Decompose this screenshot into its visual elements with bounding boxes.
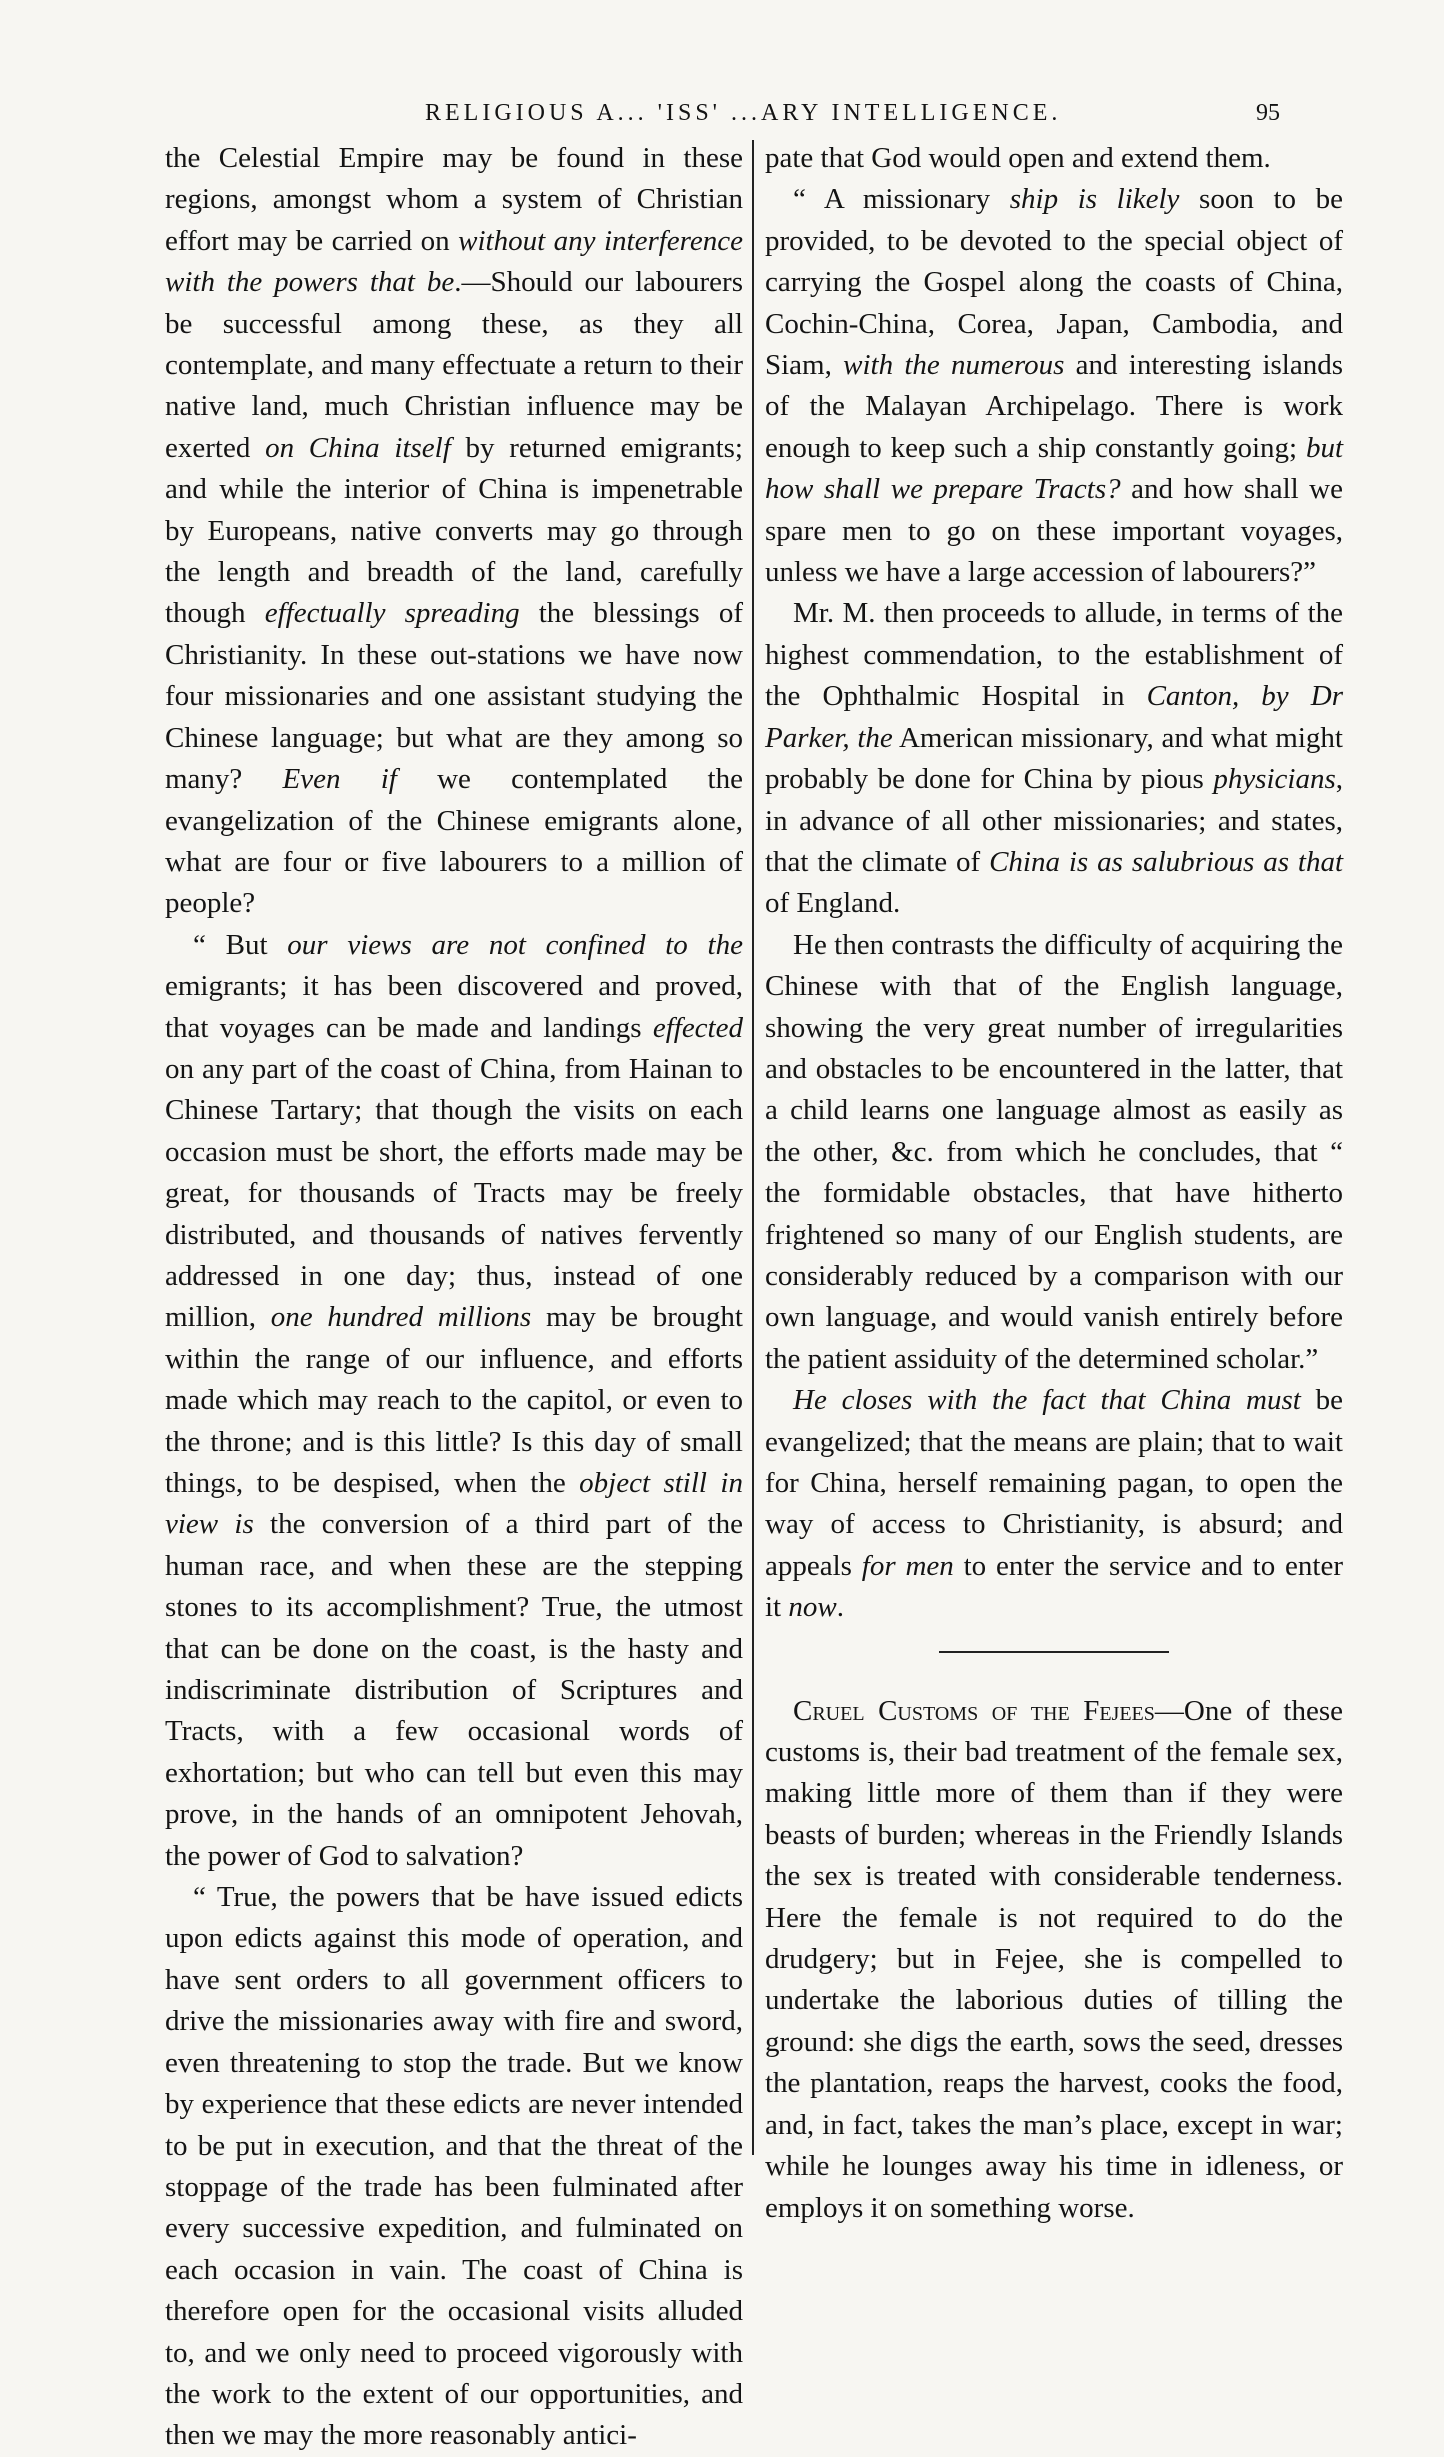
text-run: the conversion of a third part of the human race, and when these are the stepping stones to its accomplishment? True, the utmost that can be done on the coast, is the hasty and indiscriminate distribution of Scriptures and Tracts, with a few occasional words of exhortation; but who can tell but even this may prove, in the hands of an omnipotent Jehovah, the power of God to salvation? <box>165 1508 743 1872</box>
italic-text: with the numerous <box>843 349 1065 382</box>
paragraph <box>165 138 743 925</box>
paragraph <box>765 593 1343 924</box>
italic-text: ship is likely <box>1009 183 1180 216</box>
text-run: He then contrasts the difficulty of acquiring the Chinese with that of the English language, showing the very great number of irregularities and obstacles to be encountered in the latter, that a child learns one language almost as easily as the other, &c. from which he concludes, that “ the formidable obstacles, that have hitherto frightened so many of our English students, are considerably reduced by a comparison with our own language, and would vanish entirely before the patient assiduity of the determined scholar.” <box>765 928 1343 1375</box>
text-run: “ But <box>193 928 288 961</box>
text-run: to enter the service and to enter it <box>765 1549 1343 1624</box>
italic-text: without any interference with the powers that be <box>165 224 743 299</box>
italic-text: one hundred millions <box>270 1301 532 1334</box>
page-number: 95 <box>1256 100 1280 126</box>
paragraph <box>165 1877 743 2457</box>
italic-text: China is as salubrious as that <box>989 845 1344 878</box>
section-heading: Cruel Customs of the Fejees <box>793 1694 1155 1727</box>
text-run: .—Should our labourers be successful among these, as they all contemplate, and many effectuate a return to their native land, much Christian influence may be exerted <box>165 266 743 464</box>
italic-text: Canton, by Dr Parker, the <box>765 680 1344 754</box>
text-run: Mr. M. then proceeds to allude, in terms of the highest commendation, to the establishment of the Ophthalmic Hospital in <box>765 597 1343 713</box>
paragraph <box>165 925 743 1877</box>
text-run: and how shall we spare men to go on these important voyages, unless we have a large accession of labourers?” <box>765 473 1343 589</box>
section-rule <box>939 1651 1169 1653</box>
text-run: —One of these customs is, their bad treatment of the female sex, making little more of them than if they were beasts of burden; whereas in the Friendly Islands the sex is treated with considerable tenderness. Here the female is not required to do the drudgery; but in Fejee, she is compelled to undertake the laborious duties of tilling the ground: she digs the earth, sows the seed, dresses the plantation, reaps the harvest, cooks the food, and, in fact, takes the man’s place, except in war; while he lounges away his time in idleness, or employs it on something worse. <box>765 1694 1343 2224</box>
paragraph <box>765 138 1343 179</box>
italic-text: object still in view is <box>165 1467 743 1541</box>
paragraph <box>765 179 1343 593</box>
italic-text: but how shall we prepare Tracts? <box>765 431 1343 506</box>
italic-text: on China itself <box>265 431 451 464</box>
text-run: American missionary, and what might probably be done for China by pious <box>765 721 1343 796</box>
text-run: soon to be provided, to be devoted to the special object of carrying the Gospel along the coasts of China, Cochin-China, Corea, Japan, Cambodia, and Siam, <box>765 183 1343 382</box>
text-run: on any part of the coast of China, from Hainan to Chinese Tartary; that though the visits on each occasion must be short, the efforts made may be great, for thousands of Tracts may be freely distributed, and thousands of natives fervently addressed in one day; thus, instead of one million, <box>165 1052 743 1334</box>
running-head <box>0 100 1444 136</box>
running-title: RELIGIOUS A... 'ISS' ...ARY INTELLIGENCE. <box>425 100 1062 126</box>
italic-text: He closes with the fact that China must <box>793 1384 1301 1417</box>
italic-text: now <box>788 1591 837 1624</box>
text-run: “ A missionary <box>793 183 1010 216</box>
italic-text: effectually spreading <box>264 597 520 630</box>
text-run: be evangelized; that the means are plain; that to wait for China, herself remaining pagan, to open the way of access to Christianity, is absurd; and appeals <box>765 1384 1343 1582</box>
text-run: we contemplated the evangelization of the Chinese emigrants alone, what are four or five labourers to a million of people? <box>165 763 743 920</box>
text-run: pate that God would open and extend them. <box>765 142 1271 174</box>
italic-text: physicians <box>1213 763 1336 796</box>
text-run: by returned emigrants; and while the interior of China is impenetrable by Europeans, native converts may go through the length and breadth of the land, carefully though <box>165 431 743 630</box>
text-run: , in advance of all other missionaries; and states, that the climate of <box>765 763 1343 878</box>
paragraph <box>765 1691 1343 2229</box>
paragraph <box>765 1380 1343 1628</box>
text-run: and interesting islands of the Malayan Archipelago. There is work enough to keep such a ship constantly going; <box>765 349 1344 464</box>
text-run: may be brought within the range of our influence, and efforts made which may reach to the capitol, or even to the throne; and is this little? Is this day of small things, to be despised, when the <box>165 1301 743 1499</box>
text-run: . <box>836 1591 844 1624</box>
right-column <box>765 138 1344 2224</box>
column-divider <box>752 140 754 2155</box>
text-run: the blessings of Christianity. In these out-stations we have now four missionaries and one assistant studying the Chinese language; but what are they among so many? <box>165 597 743 796</box>
text-run: the Celestial Empire may be found in these regions, amongst whom a system of Christian effort may be carried on <box>165 142 743 257</box>
text-run: “ True, the powers that be have issued edicts upon edicts against this mode of operation, and have sent orders to all government officers to drive the missionaries away with fire and sword, even threatening to stop the trade. But we know by experience that these edicts are never intended to be put in execution, and that the threat of the stoppage of the trade has been fulminated after every successive expedition, and fulminated on each occasion in vain. The coast of China is therefore open for the occasional visits alluded to, and we only need to proceed vigorously with the work to the extent of our opportunities, and then we may the more reasonably antici- <box>165 1881 743 2452</box>
text-run: emigrants; it has been discovered and proved, that voyages can be made and landings <box>165 970 743 1044</box>
italic-text: for men <box>861 1549 954 1582</box>
paragraph <box>765 925 1343 1380</box>
text-run: of England. <box>765 887 901 920</box>
italic-text: Even if <box>282 763 397 796</box>
italic-text: effected <box>652 1011 743 1044</box>
italic-text: our views are not confined to the <box>287 928 743 961</box>
left-column <box>165 138 743 2452</box>
